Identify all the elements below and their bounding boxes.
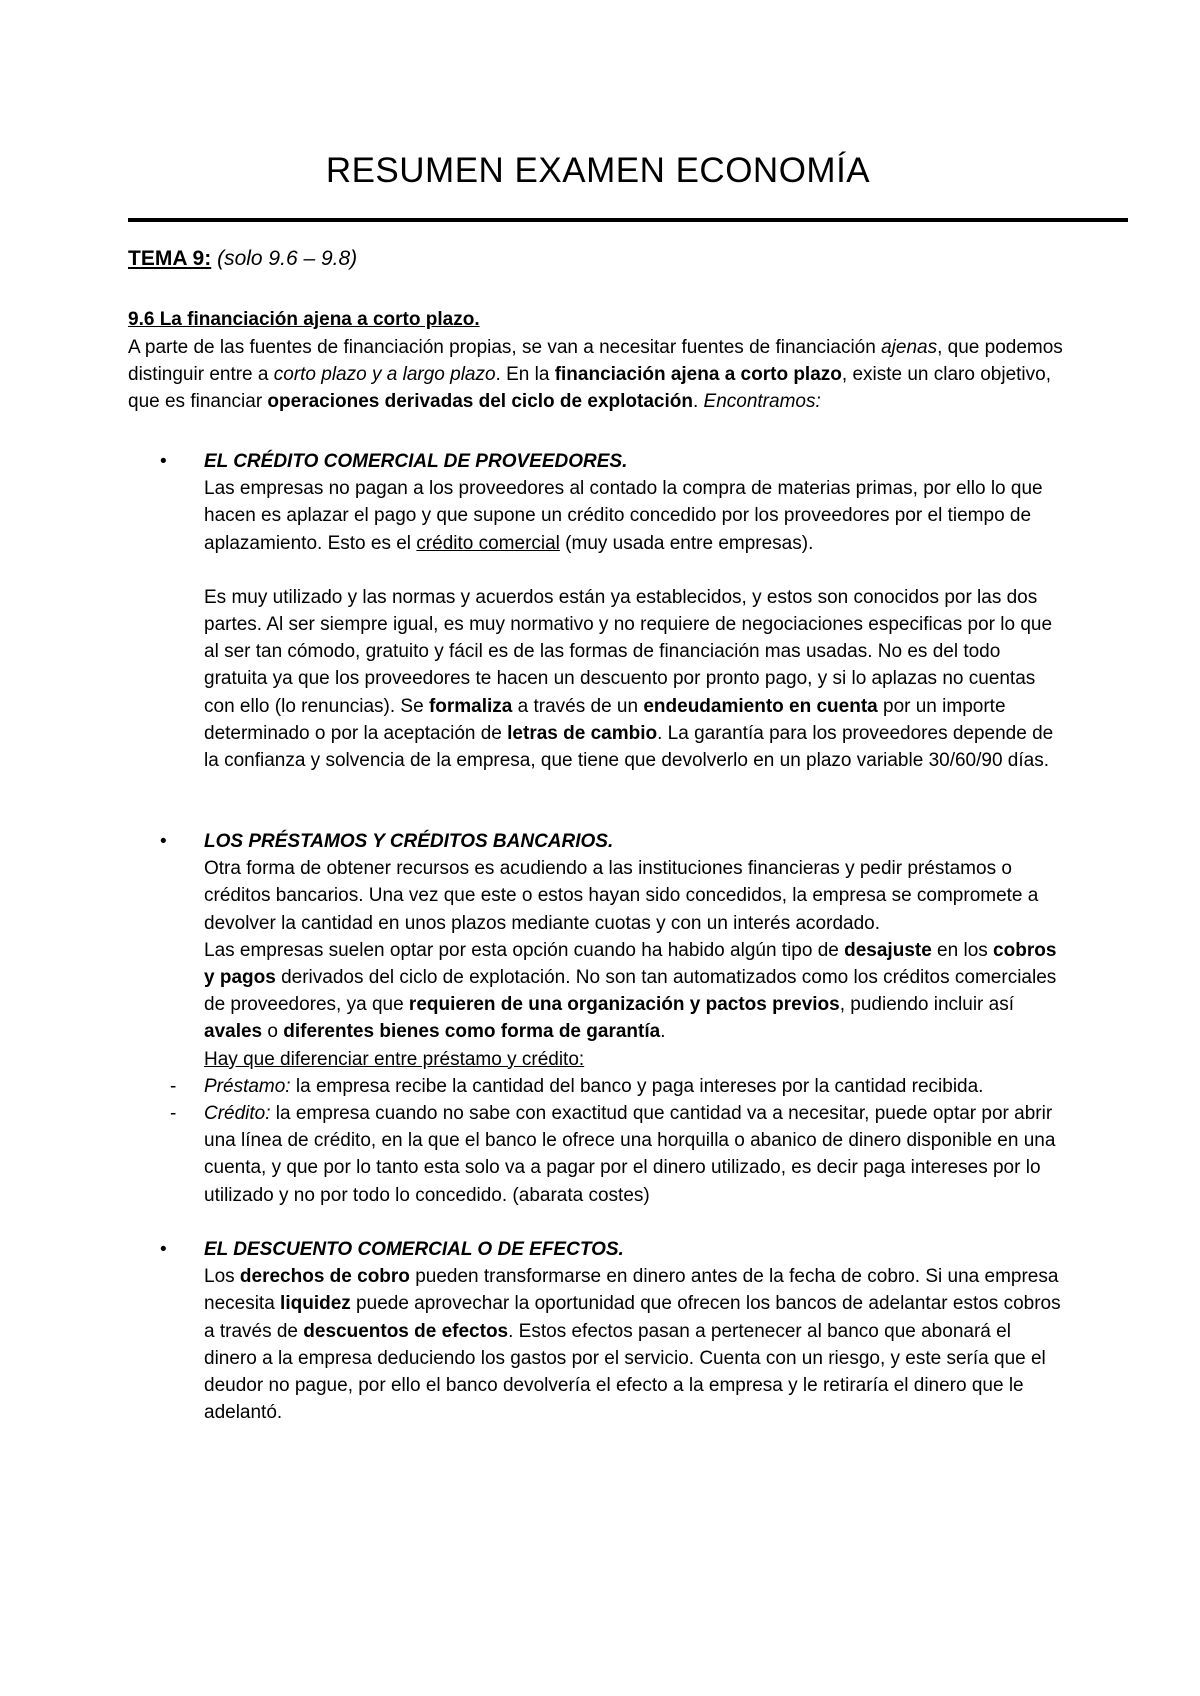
intro-text: A parte de las fuentes de financiación propias, se van a necesitar fuentes de financiación	[128, 337, 882, 358]
text-run-bold: endeudamiento en cuenta	[643, 695, 878, 717]
item-heading: EL CRÉDITO COMERCIAL DE PROVEEDORES.	[204, 451, 628, 472]
intro-italic: ajenas	[881, 337, 938, 358]
text-run: Las empresas no pagan a los proveedores al contado la compra de materias primas, por ello lo que hacen es aplazar el pago y que supone un crédito concedido por los proveedores por el tiempo de aplazamiento. Esto es el	[204, 478, 1043, 554]
text-run: en los	[931, 939, 994, 961]
text-run-bold: requieren de una organización y pactos previos	[408, 994, 840, 1016]
text-run: Los	[204, 1266, 240, 1288]
tema-label: TEMA 9:	[128, 247, 212, 270]
text-run-bold: formaliza	[428, 695, 513, 717]
text-run-bold: liquidez	[280, 1293, 351, 1315]
text-run: por un importe determinado o por la aceptación de	[204, 695, 1006, 744]
intro-bold: financiación ajena a corto plazo	[554, 364, 842, 386]
dash-marker: -	[170, 1075, 177, 1097]
text-run: pueden transformarse en dinero antes de la fecha de cobro. Si una empresa necesita	[204, 1266, 1059, 1315]
intro-text: . En la	[495, 364, 555, 386]
text-run: (muy usada entre empresas).	[559, 532, 814, 554]
dash-text: la empresa recibe la cantidad del banco y paga intereses por la cantidad recibida.	[290, 1075, 984, 1097]
text-run-bold: derechos de cobro	[239, 1266, 410, 1288]
intro-bold: operaciones derivadas del ciclo de explotación	[267, 391, 693, 413]
item-heading: EL DESCUENTO COMERCIAL O DE EFECTOS.	[204, 1239, 624, 1260]
item-paragraph	[204, 584, 1064, 774]
dash-item	[170, 1100, 1064, 1209]
intro-text: , existe un claro objetivo, que es financiar	[128, 364, 1052, 413]
text-run-bold: cobros y pagos	[204, 939, 1057, 989]
section-intro	[128, 334, 1068, 416]
item-paragraph	[204, 937, 1064, 1046]
text-run: Las empresas suelen optar por esta opción cuando ha habido algún tipo de	[204, 939, 845, 961]
bullet-icon: •	[160, 831, 167, 852]
bullet-icon: •	[160, 1239, 167, 1260]
tema-line	[128, 245, 1068, 272]
dash-term: Crédito:	[204, 1103, 271, 1125]
text-run-underlined: crédito comercial	[416, 532, 560, 554]
text-run: a través de un	[512, 695, 644, 717]
intro-italic: Encontramos:	[703, 391, 821, 413]
bullet-icon: •	[160, 451, 167, 472]
text-run: .	[660, 1021, 666, 1043]
dash-term: Préstamo:	[204, 1075, 291, 1097]
intro-text: .	[692, 391, 704, 413]
text-run: derivados del ciclo de explotación. No son tan automatizados como los créditos comerciales de proveedores, ya que	[204, 967, 1057, 1016]
intro-italic: corto plazo y a largo plazo	[273, 364, 496, 386]
document-title: RESUMEN EXAMEN ECONOMÍA	[325, 151, 871, 190]
text-run-bold: letras de cambio	[507, 722, 658, 744]
intro-text: , que podemos distinguir entre a	[128, 337, 1063, 386]
text-run: Es muy utilizado y las normas y acuerdos están ya establecidos, y estos son conocidos por las dos partes. Al ser siempre igual, es muy normativo y no requiere de negociaciones especificas por lo que al ser tan cómodo, gratuito y fácil es de las formas de financiación mas usadas. No es del todo gratuita ya que los proveedores te hacen un descuento por pronto pago, y si lo aplazas no cuentas con ello (lo renuncias). Se	[204, 586, 1053, 717]
item-heading: LOS PRÉSTAMOS Y CRÉDITOS BANCARIOS.	[204, 831, 614, 852]
text-run-bold: diferentes bienes como forma de garantía	[283, 1021, 661, 1043]
text-run: , pudiendo incluir así	[839, 994, 1014, 1016]
text-run-bold: desajuste	[844, 939, 932, 961]
text-run: . Estos efectos pasan a pertenecer al banco que abonará el dinero a la empresa deduciendo los gastos por el servicio. Cuenta con un riesgo, y este sería que el deudor no pague, por ello el banco devolvería el efecto a la empresa y le retiraría el dinero que le adelantó.	[204, 1320, 1046, 1424]
dash-item	[170, 1073, 1064, 1100]
item-paragraph: Otra forma de obtener recursos es acudiendo a las instituciones financieras y pedir préstamos o créditos bancarios. Una vez que este o estos hayan sido concedidos, la empresa se compromete a devolver la cantidad en unos plazos mediante cuotas y con un interés acordado.	[204, 858, 1039, 934]
section-heading: 9.6 La financiación ajena a corto plazo.	[128, 309, 480, 330]
text-run-bold: avales	[204, 1021, 263, 1043]
item-paragraph	[204, 475, 1064, 557]
text-run: . La garantía para los proveedores depende de la confianza y solvencia de la empresa, que tiene que devolverlo en un plazo variable 30/60/90 días.	[204, 722, 1054, 772]
item-paragraph	[204, 1263, 1064, 1426]
diff-heading: Hay que diferenciar entre préstamo y crédito:	[204, 1048, 585, 1070]
text-run: puede aprovechar la oportunidad que ofrecen los bancos de adelantar estos cobros a través de	[204, 1293, 1061, 1342]
tema-scope: (solo 9.6 – 9.8)	[217, 247, 358, 270]
text-run: o	[262, 1021, 284, 1043]
dash-marker: -	[170, 1103, 177, 1125]
text-run-bold: descuentos de efectos	[303, 1320, 509, 1342]
dash-text: la empresa cuando no sabe con exactitud que cantidad va a necesitar, puede optar por abrir una línea de crédito, en la que el banco le ofrece una horquilla o abanico de dinero disponible en una cuenta, y que por lo tanto esta solo va a pagar por el dinero utilizado, es decir paga intereses por lo utilizado y no por todo lo concedido. (abarata costes)	[204, 1103, 1056, 1206]
title-divider	[128, 218, 1128, 222]
